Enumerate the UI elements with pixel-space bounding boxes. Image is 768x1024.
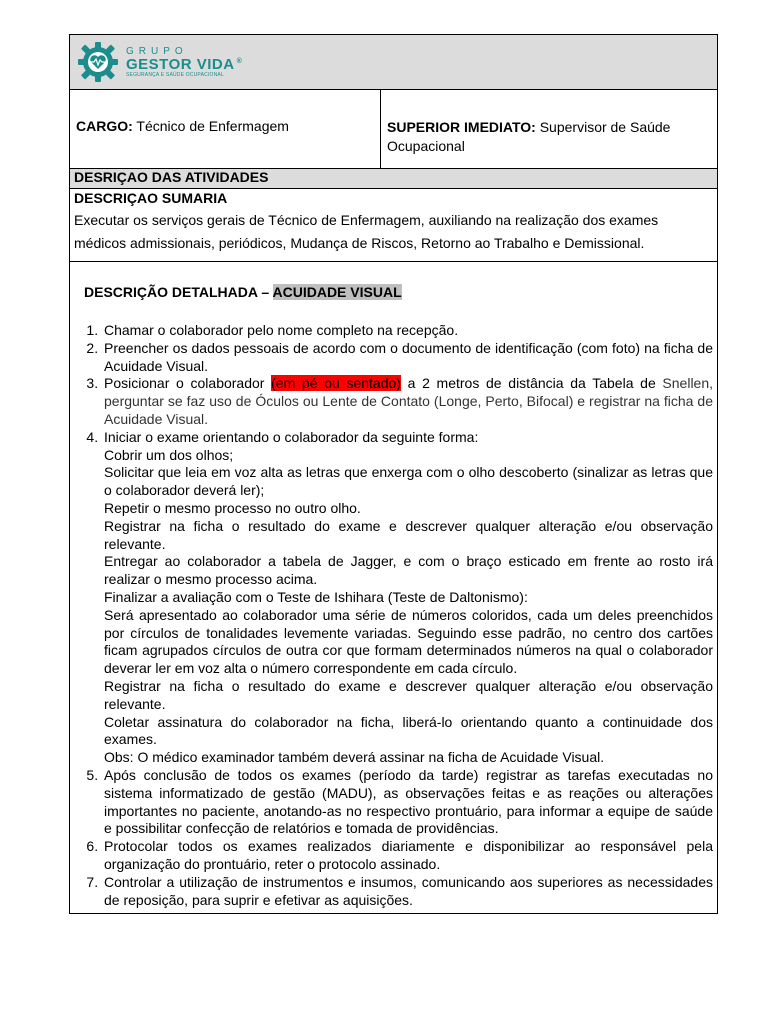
detalhada-title-highlight: ACUIDADE VISUAL [272,284,402,300]
cargo-value: Técnico de Enfermagem [136,118,289,134]
logo-registered-mark: ® [236,57,243,65]
list-item [102,322,713,340]
logo-name-text: GESTOR VIDA [126,55,235,73]
logo-tagline: SEGURANÇA E SAÚDE OCUPACIONAL [126,71,224,78]
list-item [102,340,713,376]
sumario-title: DESCRIÇAO SUMARIA [74,190,228,206]
sub-item: Registrar na ficha o resultado do exame e descrever qualquer alteração e/ou observação relevante. [104,517,713,552]
section-title: DESRIÇAO DAS ATIVIDADES [70,169,717,189]
list-item [102,429,713,767]
gear-heart-icon [76,40,120,84]
sub-item: Registrar na ficha o resultado do exame e descrever qualquer alteração e/ou observação relevante. [104,677,713,712]
job-description-document [69,34,718,914]
sub-item: Solicitar que leia em voz alta as letras que enxerga com o olho descoberto (sinalizar as letras que o colaborador deverá ler); [104,464,713,499]
list-item [102,375,713,428]
company-logo [76,40,242,84]
sub-item: Será apresentado ao colaborador uma série de números coloridos, cada um deles preenchidos por círculos de tonalidades levemente variadas. Seguindo esse padrão, no centro dos cartões ficam agrupados círculos de outra cor que formam determinados números na qual o colaborador deverar ler em voz alta o número correspondente em cada círculo. [104,606,713,677]
list-item [102,767,713,838]
sub-item: Repetir o mesmo processo no outro olho. [104,499,361,516]
detalhada-title [74,282,713,302]
superior-label: SUPERIOR IMEDIATO: [387,119,536,135]
item-text: Após conclusão de todos os exames (período da tarde) registrar as tarefas executadas no sistema informatizado de gestão (MADU), as observações feitas e as reações ou alterações importantes no paciente, anotando-as no respectivo prontuário, para informar a equipe de saúde e possibilitar confecção de relatórios e tomada de providências. [104,766,713,837]
logo-header-row [70,35,717,90]
sub-item: Finalizar a avaliação com o Teste de Ishihara (Teste de Daltonismo): [104,588,528,605]
highlighted-text: (em pé ou sentado) [271,375,401,392]
item-text: Controlar a utilização de instrumentos e insumos, comunicando aos superiores as necessidades de reposição, para suprir e efetivar as aquisições. [104,873,713,908]
superior-value: Supervisor de Saúde Ocupacional [387,119,671,154]
item-text: Chamar o colaborador pelo nome completo na recepção. [104,322,459,338]
detalhada-title-prefix: DESCRIÇÃO DETALHADA – [84,284,273,300]
item-text: Preencher os dados pessoais de acordo com o documento de identificação (com foto) na ficha de Acuidade Visual. [104,339,713,374]
sub-item: Coletar assinatura do colaborador na ficha, liberá-lo orientando quanto a continuidade dos exames. [104,713,713,748]
logo-grupo-text: GRUPO [126,45,188,57]
item-text: Iniciar o exame orientando o colaborador da seguinte forma: [104,428,479,445]
sub-item: Cobrir um dos olhos; [104,446,234,463]
item-text: Posicionar o colaborador [104,375,272,392]
activities-list [74,322,713,909]
detalhada-section [70,262,717,913]
list-item [102,838,713,874]
sumario-text: Executar os serviços gerais de Técnico de Enfermagem, auxiliando na realização dos exames médicos admissionais, periódicos, Mudança de Riscos, Retorno ao Trabalho e Demissional. [74,212,659,251]
cargo-label: CARGO: [76,118,133,134]
cargo-row [70,90,717,169]
cargo-cell [70,90,381,168]
item-text: Protocolar todos os exames realizados diariamente e disponibilizar ao responsável pela organização do prontuário, reter o protocolo assinado. [104,838,713,872]
sumario-section [70,189,717,262]
item-text: Snellen, perguntar se faz uso de Óculos ou Lente de Contato (Longe, Perto, Bifocal) e registrar na ficha de Acuidade Visual. [104,375,714,427]
list-item [102,874,713,910]
sub-item: Entregar ao colaborador a tabela de Jagger, e com o braço esticado em frente ao rosto irá realizar o mesmo processo acima. [104,553,713,588]
item-text: a 2 metros de distância da Tabela de [400,375,663,392]
superior-cell [381,90,717,168]
sub-item: Obs: O médico examinador também deverá assinar na ficha de Acuidade Visual. [104,749,605,766]
